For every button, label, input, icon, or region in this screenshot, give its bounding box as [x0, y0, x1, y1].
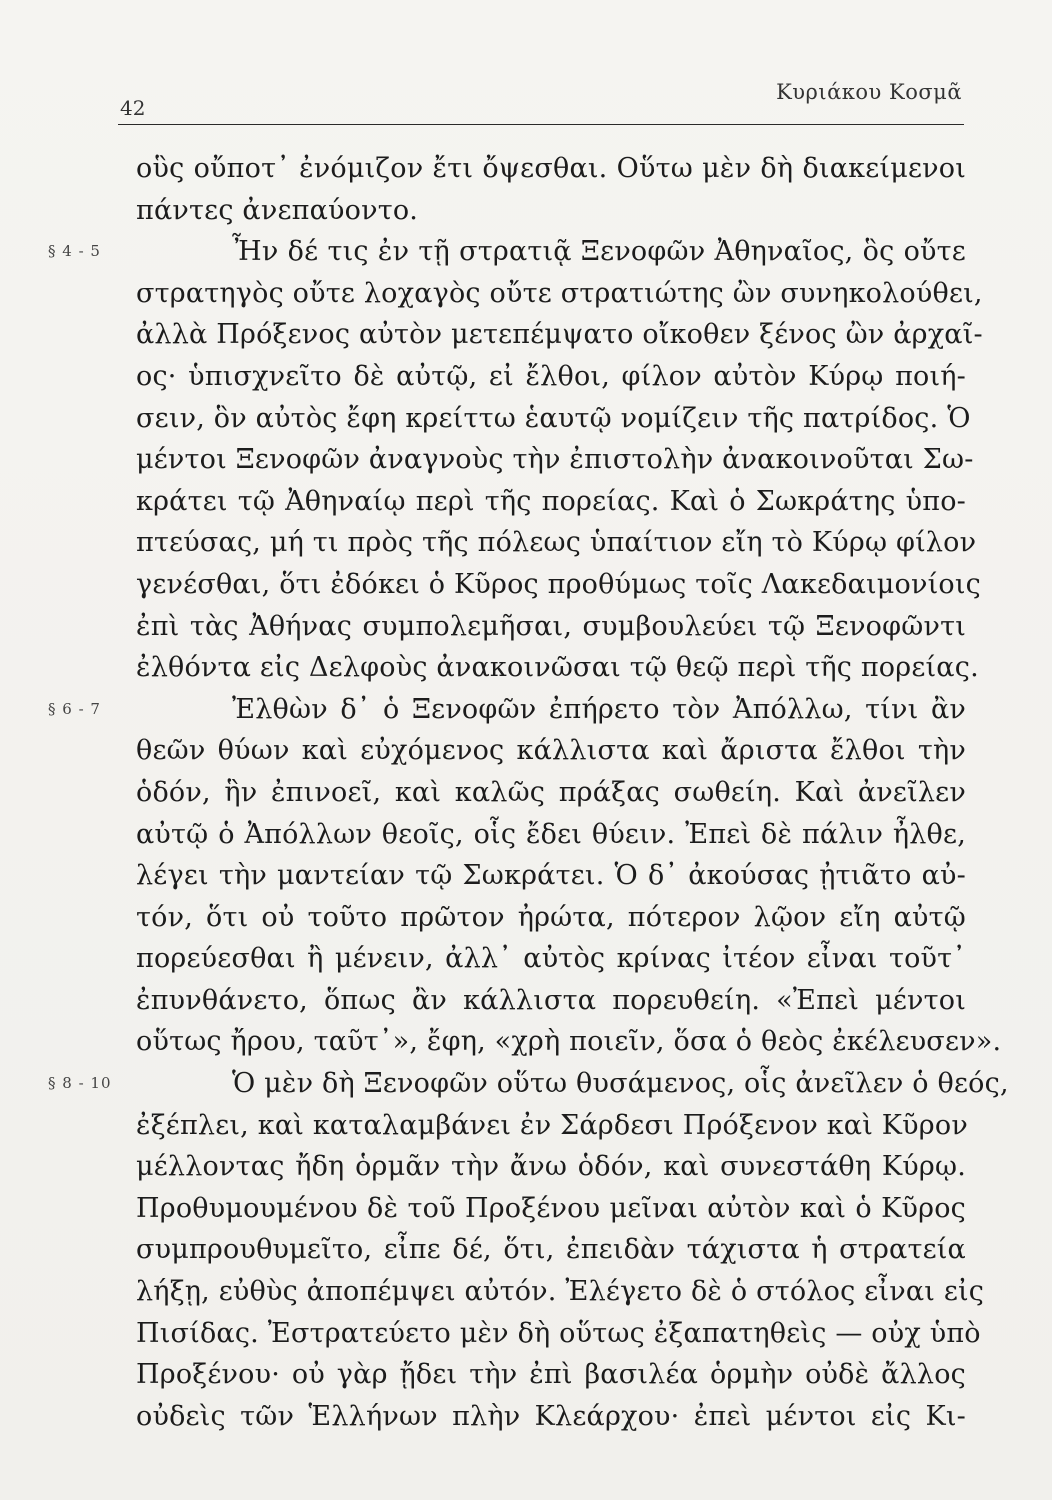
text-line: ος· ὑπισχνεῖτο δὲ αὐτῷ, εἰ ἔλθοι, φίλον αὐτὸν Κύρῳ ποιή-	[136, 360, 966, 392]
text-line: λήξῃ, εὐθὺς ἀποπέμψει αὐτόν. Ἐλέγετο δὲ ὁ στόλος εἶναι εἰς	[136, 1276, 985, 1308]
text-line: οὓς οὔποτ᾽ ἐνόμιζον ἔτι ὄψεσθαι. Οὕτω μὲν δὴ διακείμενοι	[136, 153, 966, 184]
text-line: οὕτως ἤρου, ταῦτ᾽», ἔφη, «χρὴ ποιεῖν, ὅσα ὁ θεὸς ἐκέλευσεν».	[136, 1026, 1002, 1058]
text-line: ἐλθόντα εἰς Δελφοὺς ἀνακοινῶσαι τῷ θεῷ περὶ τῆς πορείας.	[136, 652, 979, 684]
text-line: μέντοι Ξενοφῶν ἀναγνοὺς τὴν ἐπιστολὴν ἀνακοινοῦται Σω-	[136, 444, 974, 476]
text-line-content: Ἦν δέ τις ἐν τῇ στρατιᾷ Ξενοφῶν Ἀθηναῖος, ὃς οὔτε	[232, 236, 966, 268]
section-marker: § 4 - 5	[48, 242, 101, 261]
text-line: ἐπυνθάνετο, ὅπως ἂν κάλλιστα πορευθείη. «Ἐπεὶ μέντοι	[136, 984, 966, 1016]
text-line	[48, 1063, 1009, 1105]
text-line: σειν, ὃν αὐτὸς ἔφη κρείττω ἑαυτῷ νομίζειν τῆς πατρίδος. Ὁ	[136, 402, 971, 434]
text-line: γενέσθαι, ὅτι ἐδόκει ὁ Κῦρος προθύμως τοῖς Λακεδαιμονίοις	[136, 568, 981, 600]
text-line: τόν, ὅτι οὐ τοῦτο πρῶτον ἠρώτα, πότερον λῷον εἴη αὐτῷ	[136, 901, 966, 933]
text-line: Προξένου· οὐ γὰρ ᾔδει τὴν ἐπὶ βασιλέα ὁρμὴν οὐδὲ ἄλλος	[136, 1359, 966, 1391]
running-head: Κυριάκου Κοσμᾶ	[776, 80, 962, 104]
header-rule	[118, 124, 964, 125]
text-line	[48, 231, 966, 273]
page-number: 42	[120, 96, 146, 120]
text-line: ἐπὶ τὰς Ἀθήνας συμπολεμῆσαι, συμβουλεύει τῷ Ξενοφῶντι	[136, 610, 966, 642]
section-marker: § 6 - 7	[48, 699, 101, 718]
text-line: συμπρουθυμεῖτο, εἶπε δέ, ὅτι, ἐπειδὰν τάχιστα ἡ στρατεία	[136, 1234, 966, 1266]
text-line: στρατηγὸς οὔτε λοχαγὸς οὔτε στρατιώτης ὢν συνηκολούθει,	[136, 277, 983, 309]
text-line: Πισίδας. Ἐστρατεύετο μὲν δὴ οὕτως ἐξαπατηθεὶς — οὐχ ὑπὸ	[136, 1317, 981, 1349]
text-line	[48, 689, 966, 731]
section-marker: § 8 - 10	[48, 1074, 112, 1093]
text-line-content: Ἐλθὼν δ᾽ ὁ Ξενοφῶν ἐπήρετο τὸν Ἀπόλλω, τίνι ἂν	[232, 693, 966, 725]
text-line: Προθυμουμένου δὲ τοῦ Προξένου μεῖναι αὐτὸν καὶ ὁ Κῦρος	[136, 1192, 966, 1224]
text-line: ὁδόν, ἣν ἐπινοεῖ, καὶ καλῶς πράξας σωθείη. Καὶ ἀνεῖλεν	[136, 776, 966, 808]
text-line: πορεύεσθαι ἢ μένειν, ἀλλ᾽ αὐτὸς κρίνας ἰτέον εἶναι τοῦτ᾽	[136, 943, 966, 975]
text-line-content: Ὁ μὲν δὴ Ξενοφῶν οὕτω θυσάμενος, οἷς ἀνεῖλεν ὁ θεός,	[232, 1068, 1009, 1100]
body-text	[48, 148, 1009, 1437]
page-header	[120, 78, 962, 126]
text-line: οὐδεὶς τῶν Ἑλλήνων πλὴν Κλεάρχου· ἐπεὶ μέντοι εἰς Κι-	[136, 1400, 966, 1432]
text-line: λέγει τὴν μαντείαν τῷ Σωκράτει. Ὁ δ᾽ ἀκούσας ᾐτιᾶτο αὐ-	[136, 860, 966, 892]
text-line: κράτει τῷ Ἀθηναίῳ περὶ τῆς πορείας. Καὶ ὁ Σωκράτης ὑπο-	[136, 485, 966, 517]
text-line: μέλλοντας ἤδη ὁρμᾶν τὴν ἄνω ὁδόν, καὶ συνεστάθη Κύρῳ.	[136, 1151, 966, 1183]
text-line: ἀλλὰ Πρόξενος αὐτὸν μετεπέμψατο οἴκοθεν ξένος ὢν ἀρχαῖ-	[136, 319, 983, 351]
text-line: πάντες ἀνεπαύοντο.	[136, 194, 419, 226]
text-line: θεῶν θύων καὶ εὐχόμενος κάλλιστα καὶ ἄριστα ἔλθοι τὴν	[136, 735, 966, 767]
text-line: ἐξέπλει, καὶ καταλαμβάνει ἐν Σάρδεσι Πρόξενον καὶ Κῦρον	[136, 1109, 968, 1141]
text-line: αὐτῷ ὁ Ἀπόλλων θεοῖς, οἷς ἔδει θύειν. Ἐπεὶ δὲ πάλιν ἦλθε,	[136, 818, 966, 850]
text-line: πτεύσας, μή τι πρὸς τῆς πόλεως ὑπαίτιον εἴη τὸ Κύρῳ φίλον	[136, 527, 977, 559]
